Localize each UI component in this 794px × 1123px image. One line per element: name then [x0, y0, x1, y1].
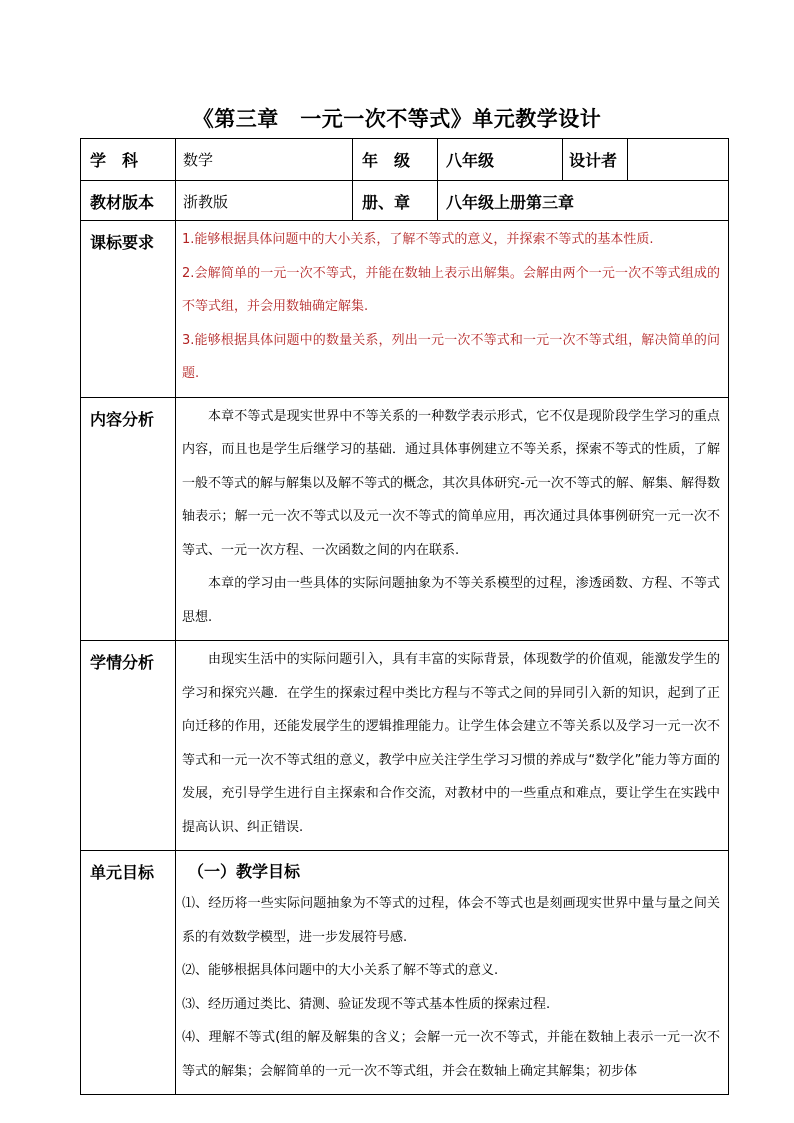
goal-item: ⑴、经历将一些实际问题抽象为不等式的过程，体会不等式也是刻画现实世界中量与量之间关系的有效数学模型，进一步发展符号感.	[182, 896, 720, 945]
unit-goals-label: 单元目标	[81, 851, 176, 1095]
document-title: 《第三章 一元一次不等式》单元教学设计	[192, 106, 602, 131]
row-subject	[81, 139, 729, 181]
edition-value: 浙教版	[176, 181, 353, 221]
learner-analysis-label: 学情分析	[81, 641, 176, 851]
learner-analysis-content	[176, 641, 729, 851]
row-edition	[81, 181, 729, 221]
goal-item: ⑷、理解不等式(组的解及解集的含义；会解一元一次不等式，并能在数轴上表示一元一次不等式的解集；会解简单的一元一次不等式组，并会在数轴上确定其解集；初步体	[182, 1030, 720, 1079]
grade-label: 年 级	[353, 139, 438, 181]
row-curriculum	[81, 221, 729, 398]
row-unit-goals	[81, 851, 729, 1095]
content-analysis-content	[176, 397, 729, 641]
volume-label: 册、章	[353, 181, 438, 221]
design-table	[80, 138, 729, 1095]
grade-value: 八年级	[438, 139, 563, 181]
curriculum-item: 2.会解简单的一元一次不等式，并能在数轴上表示出解集。会解由两个一元一次不等式组成的不等式组，并会用数轴确定解集.	[182, 265, 720, 314]
curriculum-item: 1.能够根据具体问题中的大小关系，了解不等式的意义，并探索不等式的基本性质.	[182, 232, 654, 247]
subject-value: 数学	[176, 139, 353, 181]
row-content-analysis	[81, 397, 729, 641]
content-paragraph: 本章不等式是现实世界中不等关系的一种数学表示形式，它不仅是现阶段学生学习的重点内容，而且也是学生后继学习的基础．通过具体事例建立不等关系，探索不等式的性质，了解一般不等式的解与解集以及解不等式的概念，其次具体研究-元一次不等式的解、解集、解得数轴表示；解一元一次不等式以及元一次不等式的简单应用，再次通过具体事例研究一元一次不等式、一元一次方程、一次函数之间的内在联系.	[182, 408, 720, 558]
goal-item: ⑶、经历通过类比、猜测、验证发现不等式基本性质的探索过程.	[182, 996, 551, 1012]
curriculum-content	[176, 221, 729, 398]
unit-goals-content	[176, 851, 729, 1095]
curriculum-label: 课标要求	[81, 221, 176, 398]
content-analysis-label: 内容分析	[81, 397, 176, 641]
content-paragraph: 本章的学习由一些具体的实际问题抽象为不等关系模型的过程，渗透函数、方程、不等式思想.	[182, 576, 720, 625]
row-learner-analysis	[81, 641, 729, 851]
volume-value: 八年级上册第三章	[438, 181, 729, 221]
goal-item: ⑵、能够根据具体问题中的大小关系了解不等式的意义.	[182, 963, 499, 978]
goals-subheading: （一）教学目标	[188, 862, 301, 881]
curriculum-item: 3.能够根据具体问题中的数量关系，列出一元一次不等式和一元一次不等式组，解决简单的问题.	[182, 332, 720, 381]
designer-value	[628, 139, 729, 181]
designer-label: 设计者	[563, 139, 628, 181]
learner-paragraph: 由现实生活中的实际问题引入，具有丰富的实际背景，体现数学的价值观，能激发学生的学习和探究兴趣．在学生的探索过程中类比方程与不等式之间的异同引入新的知识，起到了正向迁移的作用，还能发展学生的逻辑推理能力。让学生体会建立不等关系以及学习一元一次不等式和一元一次不等式组的意义，教学中应关注学生学习习惯的养成与“数学化”能力等方面的发展，充引导学生进行自主探索和合作交流，对教材中的一些重点和难点，要让学生在实践中提高认识、纠正错误.	[182, 652, 720, 835]
subject-label: 学 科	[81, 139, 176, 181]
edition-label: 教材版本	[81, 181, 176, 221]
